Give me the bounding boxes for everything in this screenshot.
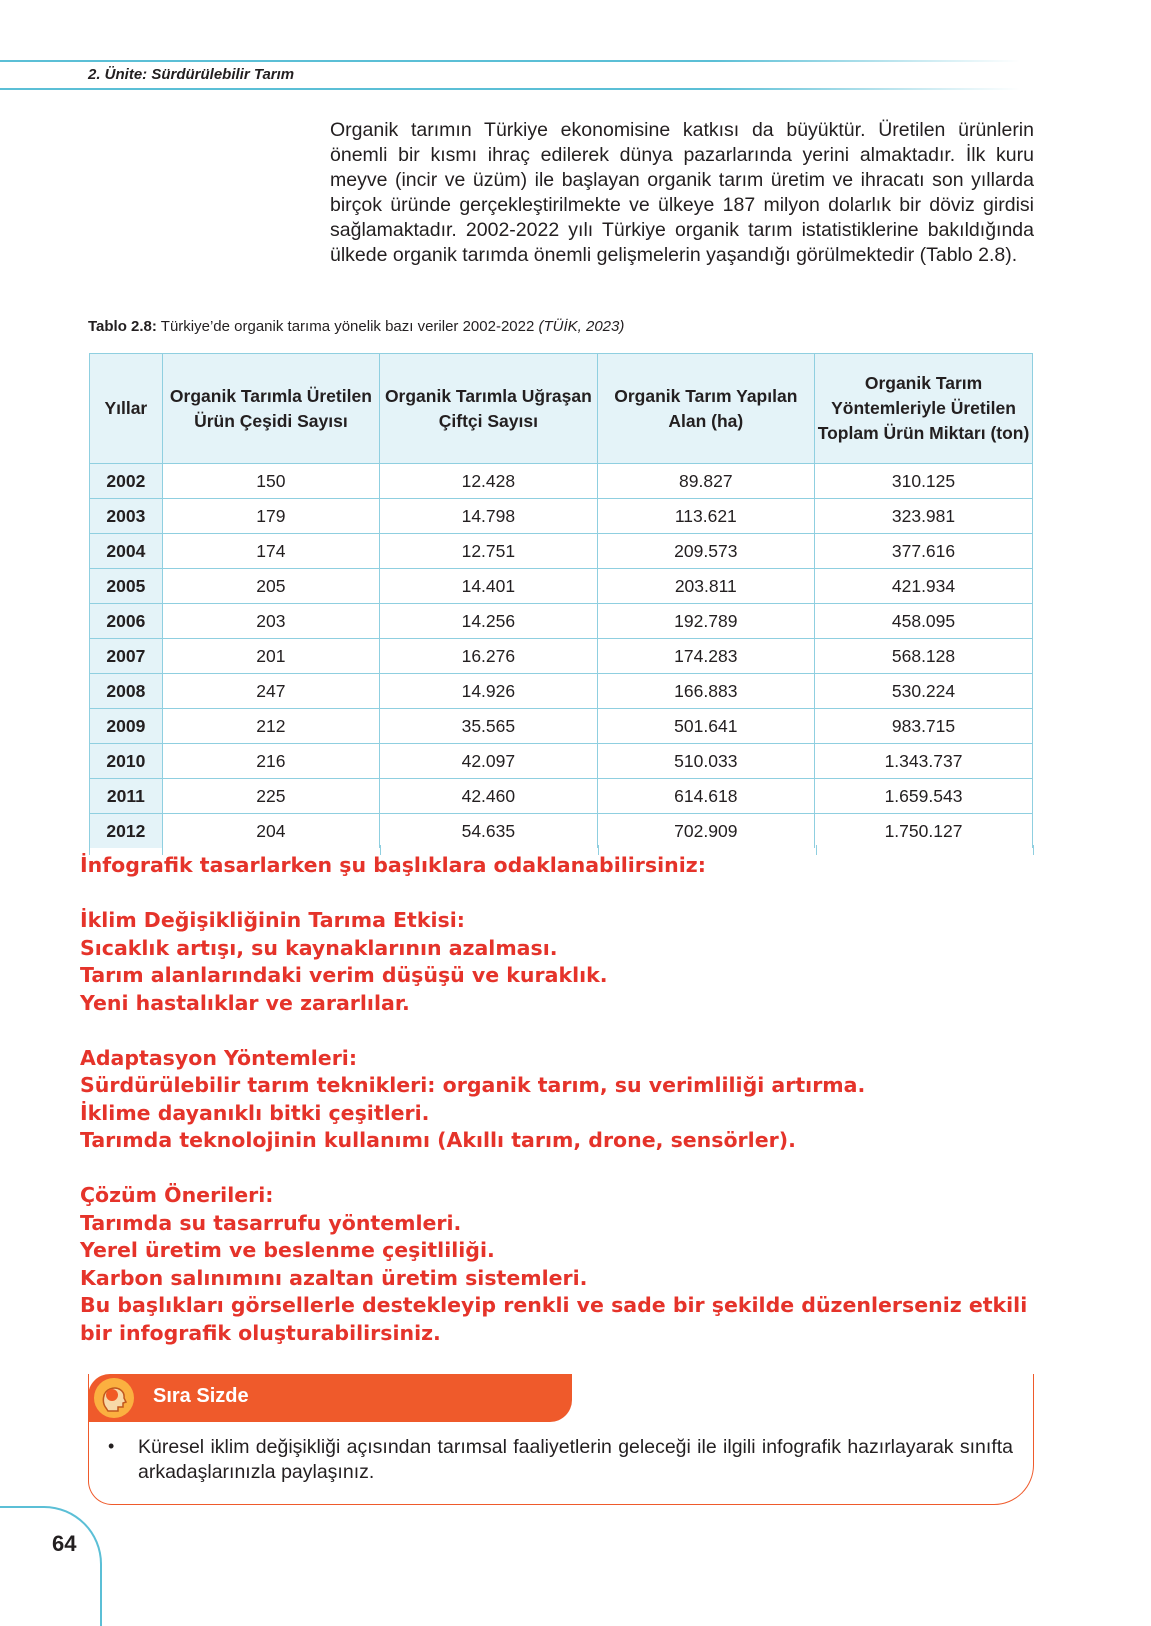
cell-area: 113.621 — [597, 499, 814, 534]
cell-total-production: 530.224 — [815, 674, 1033, 709]
unit-title: 2. Ünite: Sürdürülebilir Tarım — [88, 66, 295, 83]
cell-total-production: 377.616 — [815, 534, 1033, 569]
note-spacer — [80, 1155, 1060, 1183]
cell-year: 2008 — [90, 674, 163, 709]
note-line: Sıcaklık artışı, su kaynaklarının azalması. — [80, 935, 558, 960]
cell-year: 2010 — [90, 744, 163, 779]
cell-year: 2007 — [90, 639, 163, 674]
cell-total-production: 1.343.737 — [815, 744, 1033, 779]
thinking-head-icon — [94, 1378, 134, 1418]
cell-product-types: 225 — [162, 779, 379, 814]
note-line: Bu başlıkları görsellerle destekleyip renkli ve sade bir şekilde düzenlerseniz etkili bir infografik oluşturabilirsiniz. — [80, 1293, 1028, 1345]
cell-year: 2011 — [90, 779, 163, 814]
activity-bullet-text: Küresel iklim değişikliği açısından tarımsal faaliyetlerin geleceği ile ilgili infografik hazırlayarak sınıfta arkadaşlarınızla paylaşınız. — [138, 1436, 1013, 1483]
cell-year: 2005 — [90, 569, 163, 604]
cell-product-types: 201 — [162, 639, 379, 674]
cell-farmer-count: 54.635 — [380, 814, 597, 849]
cell-farmer-count: 12.751 — [380, 534, 597, 569]
cell-total-production: 458.095 — [815, 604, 1033, 639]
cell-farmer-count: 16.276 — [380, 639, 597, 674]
table-row — [90, 779, 1033, 814]
note-line: Tarım alanlarındaki verim düşüşü ve kuraklık. — [80, 963, 608, 987]
note-line: Çözüm Önerileri: — [80, 1183, 274, 1207]
cell-year: 2004 — [90, 534, 163, 569]
cell-total-production: 421.934 — [815, 569, 1033, 604]
cell-area: 614.618 — [597, 779, 814, 814]
cell-product-types: 216 — [162, 744, 379, 779]
cell-product-types: 150 — [162, 464, 379, 499]
note-spacer — [80, 880, 1060, 908]
table-caption-source: (TÜİK, 2023) — [538, 318, 625, 335]
table-row — [90, 534, 1033, 569]
cell-farmer-count: 14.256 — [380, 604, 597, 639]
intro-paragraph: Organik tarımın Türkiye ekonomisine katkısı da büyüktür. Üretilen ürünlerin önemli bir kısmı ihraç edilerek dünya pazarlarında yerini almaktadır. İlk kuru meyve (incir ve üzüm) ile başlayan organik tarım üretim ve ihracatı son yıllarda birçok üründe gerçekleştirilmekte ve ülkeye 187 milyon dolarlık bir döviz girdisi sağlamaktadır. 2002-2022 yılı Türkiye organik tarım istatistiklerine bakıldığında ülkede organik tarımda önemli gelişmelerin yaşandığı görülmektedir (Tablo 2.8). — [330, 119, 1034, 266]
cell-area: 192.789 — [597, 604, 814, 639]
note-line: Yerel üretim ve beslenme çeşitliliği. — [80, 1238, 495, 1262]
note-line: Yeni hastalıklar ve zararlılar. — [80, 990, 410, 1015]
table-caption-text: Türkiye’de organik tarıma yönelik bazı veriler 2002-2022 — [156, 318, 539, 335]
table-header-row — [90, 354, 1033, 464]
cell-total-production: 983.715 — [815, 709, 1033, 744]
table-row — [90, 604, 1033, 639]
header-total-production: Organik Tarım Yöntemleriyle Üretilen Toplam Ürün Miktarı (ton) — [815, 354, 1033, 464]
header-farmer-count: Organik Tarımla Uğraşan Çiftçi Sayısı — [380, 354, 597, 464]
cell-area: 174.283 — [597, 639, 814, 674]
table-caption — [88, 318, 624, 335]
cell-area: 702.909 — [597, 814, 814, 849]
table-row — [90, 499, 1033, 534]
header-rule-bottom — [0, 88, 1020, 90]
infographic-note — [80, 852, 1060, 1347]
cell-farmer-count: 14.401 — [380, 569, 597, 604]
cell-product-types: 174 — [162, 534, 379, 569]
table-row — [90, 744, 1033, 779]
header-product-types: Organik Tarımla Üretilen Ürün Çeşidi Sayısı — [162, 354, 379, 464]
cell-farmer-count: 14.798 — [380, 499, 597, 534]
page-number: 64 — [52, 1531, 77, 1556]
cell-year: 2012 — [90, 814, 163, 849]
note-line: İklime dayanıklı bitki çeşitleri. — [80, 1100, 430, 1125]
cell-area: 209.573 — [597, 534, 814, 569]
note-line: Sürdürülebilir tarım teknikleri: organik tarım, su verimliliği artırma. — [80, 1073, 866, 1097]
cell-product-types: 247 — [162, 674, 379, 709]
cell-total-production: 568.128 — [815, 639, 1033, 674]
cell-area: 89.827 — [597, 464, 814, 499]
note-line: İnfografik tasarlarken şu başlıklara odaklanabilirsiniz: — [80, 853, 706, 877]
note-line: Tarımda teknolojinin kullanımı (Akıllı tarım, drone, sensörler). — [80, 1128, 796, 1152]
note-line: Adaptasyon Yöntemleri: — [80, 1045, 358, 1070]
cell-farmer-count: 12.428 — [380, 464, 597, 499]
table-row — [90, 569, 1033, 604]
table-row — [90, 814, 1033, 849]
cell-total-production: 1.750.127 — [815, 814, 1033, 849]
cell-year: 2003 — [90, 499, 163, 534]
cell-farmer-count: 42.460 — [380, 779, 597, 814]
cell-area: 203.811 — [597, 569, 814, 604]
cell-product-types: 205 — [162, 569, 379, 604]
header-years: Yıllar — [90, 354, 163, 464]
cell-year: 2009 — [90, 709, 163, 744]
cell-total-production: 1.659.543 — [815, 779, 1033, 814]
table-row — [90, 639, 1033, 674]
cell-farmer-count: 35.565 — [380, 709, 597, 744]
cell-year: 2002 — [90, 464, 163, 499]
cell-total-production: 310.125 — [815, 464, 1033, 499]
cell-area: 166.883 — [597, 674, 814, 709]
cell-product-types: 204 — [162, 814, 379, 849]
cell-total-production: 323.981 — [815, 499, 1033, 534]
cell-area: 510.033 — [597, 744, 814, 779]
header-rule-top — [0, 60, 1020, 62]
note-spacer — [80, 1017, 1060, 1045]
page-number-frame — [0, 1506, 102, 1626]
bullet-marker: • — [108, 1436, 115, 1456]
note-line: Karbon salınımını azaltan üretim sistemleri. — [80, 1265, 588, 1290]
header-area: Organik Tarım Yapılan Alan (ha) — [597, 354, 814, 464]
table-row — [90, 464, 1033, 499]
table-row — [90, 674, 1033, 709]
cell-area: 501.641 — [597, 709, 814, 744]
cell-year: 2006 — [90, 604, 163, 639]
cell-product-types: 179 — [162, 499, 379, 534]
cell-farmer-count: 14.926 — [380, 674, 597, 709]
activity-title: Sıra Sizde — [153, 1385, 249, 1407]
table-caption-label: Tablo 2.8: — [88, 318, 157, 335]
cell-product-types: 203 — [162, 604, 379, 639]
table-row — [90, 709, 1033, 744]
note-line: Tarımda su tasarrufu yöntemleri. — [80, 1210, 462, 1235]
cell-product-types: 212 — [162, 709, 379, 744]
note-line: İklim Değişikliğinin Tarıma Etkisi: — [80, 908, 465, 932]
organic-farming-table — [89, 353, 1033, 848]
cell-farmer-count: 42.097 — [380, 744, 597, 779]
